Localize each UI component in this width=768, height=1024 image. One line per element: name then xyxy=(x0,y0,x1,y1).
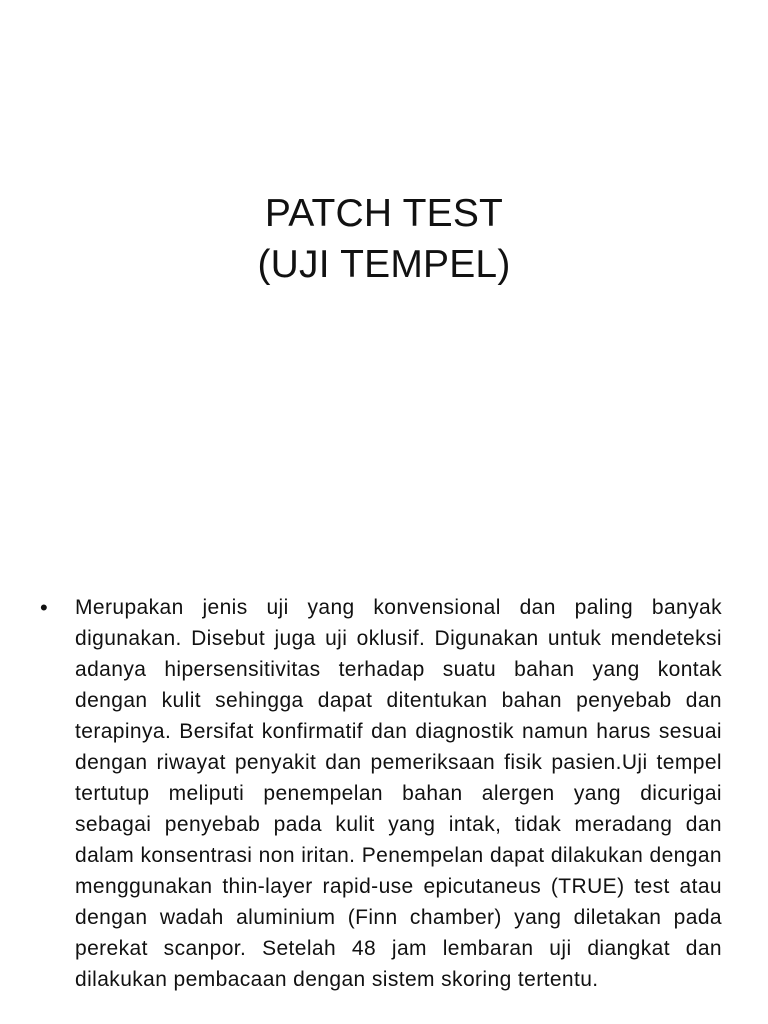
slide-title xyxy=(0,188,768,290)
bullet-item xyxy=(36,592,722,995)
slide-title-line-1: PATCH TEST xyxy=(264,192,504,235)
slide-title-line-2: (UJI TEMPEL) xyxy=(257,243,511,286)
slide-body xyxy=(36,592,722,995)
bullet-text: Merupakan jenis uji yang konvensional dan paling banyak digunakan. Disebut juga uji oklusif. Digunakan untuk mendeteksi adanya hipersensitivitas terhadap suatu bahan yang kontak dengan kulit sehingga dapat ditentukan bahan penyebab dan terapinya. Bersifat konfirmatif dan diagnostik namun harus sesuai dengan riwayat penyakit dan pemeriksaan fisik pasien.Uji tempel tertutup meliputi penempelan bahan alergen yang dicurigai sebagai penyebab pada kulit yang intak, tidak meradang dan dalam konsentrasi non iritan. Penempelan dapat dilakukan dengan menggunakan thin-layer rapid-use epicutaneus (TRUE) test atau dengan wadah aluminium (Finn chamber) yang diletakan pada perekat scanpor. Setelah 48 jam lembaran uji diangkat dan dilakukan pembacaan dengan sistem skoring tertentu. xyxy=(75,596,722,991)
bullet-marker: • xyxy=(40,595,48,620)
